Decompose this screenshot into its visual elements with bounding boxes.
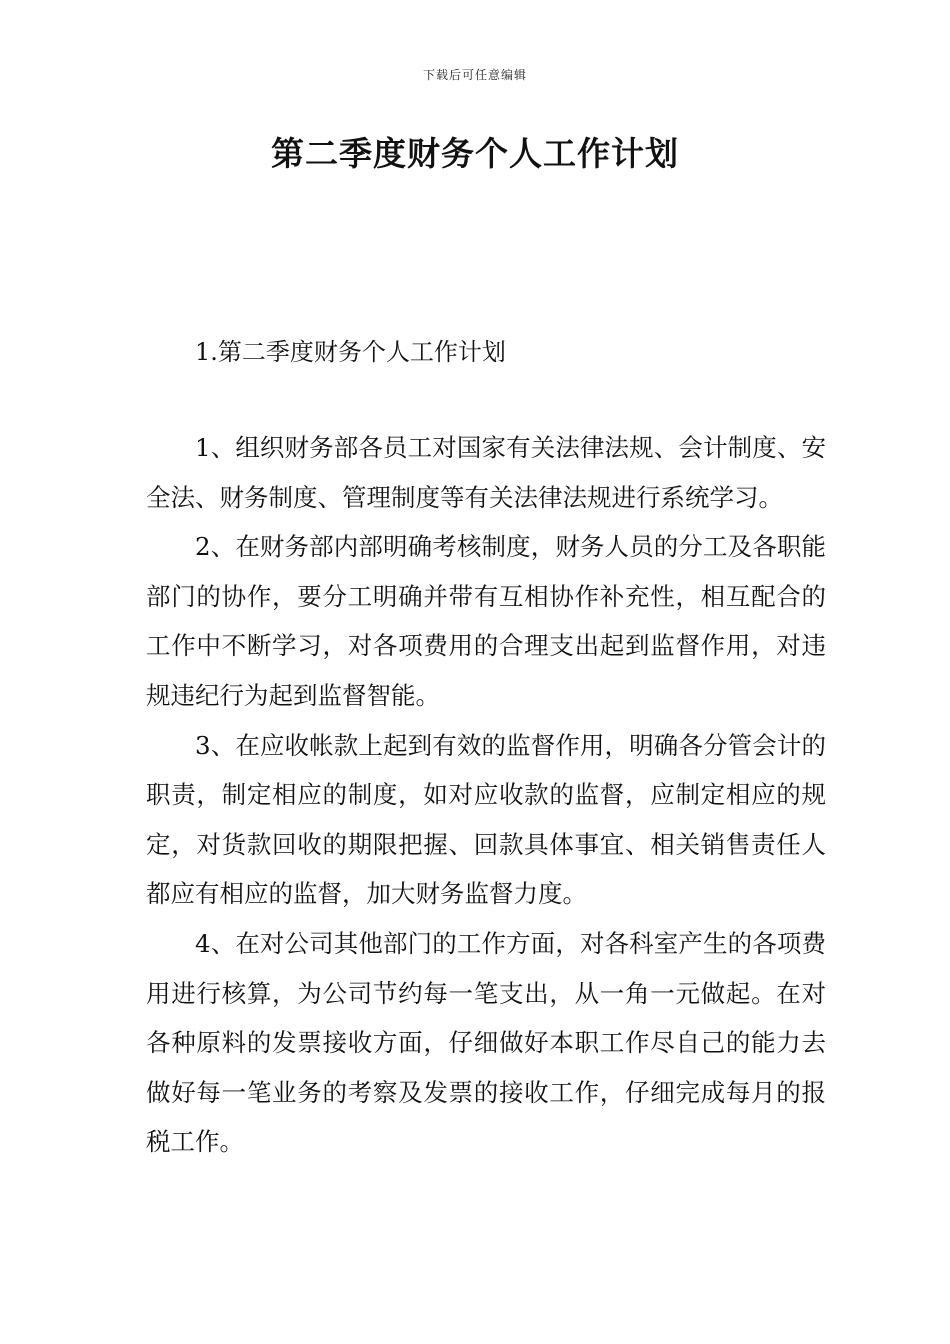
paragraph-4: 4、在对公司其他部门的工作方面，对各科室产生的各项费用进行核算，为公司节约每一笔支出，从一角一元做起。在对各种原料的发票接收方面，仔细做好本职工作尽自己的能力去做好每一笔业务的考察及发票的接收工作，仔细完成每月的报税工作。 [146, 928, 826, 1157]
paragraph-3: 3、在应收帐款上起到有效的监督作用，明确各分管会计的职责，制定相应的制度，如对应收款的监督，应制定相应的规定，对货款回收的期限把握、回款具体事宜、相关销售责任人都应有相应的监督，加大财务监督力度。 [146, 730, 826, 909]
document-body [146, 423, 826, 1167]
paragraph-1: 1、组织财务部各员工对国家有关法律法规、会计制度、安全法、财务制度、管理制度等有关法律法规进行系统学习。 [146, 433, 826, 512]
paragraph-2: 2、在财务部内部明确考核制度，财务人员的分工及各职能部门的协作，要分工明确并带有互相协作补充性，相互配合的工作中不断学习，对各项费用的合理支出起到监督作用，对违规违纪行为起到监督智能。 [146, 532, 826, 710]
header-note: 下载后可任意编辑 [422, 68, 527, 82]
document-title: 第二季度财务个人工作计划 [271, 134, 679, 173]
section-heading: 1.第二季度财务个人工作计划 [195, 338, 506, 366]
